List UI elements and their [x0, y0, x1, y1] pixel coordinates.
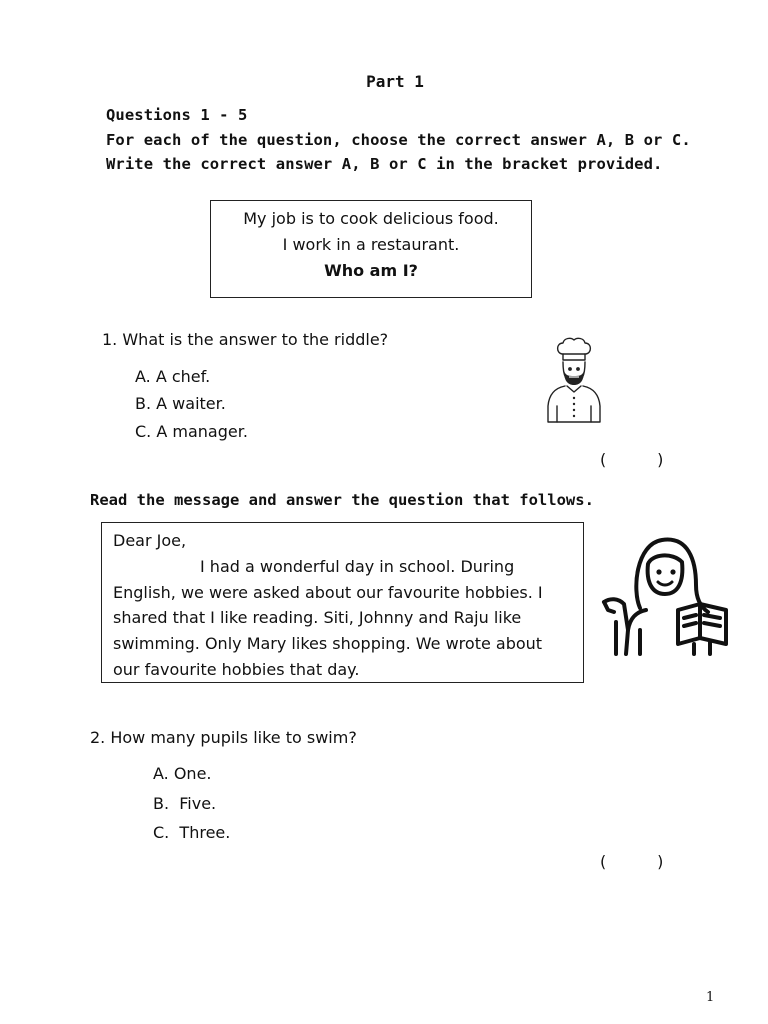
questions-range: Questions 1 - 5: [106, 106, 248, 124]
riddle-box: [210, 200, 532, 298]
message-body: I had a wonderful day in school. During English, we were asked about our favourite hobbies. I shared that I like reading. Siti, Johnny and Raju like swimming. Only Mary likes shopping. We wrote about our favourite hobbies that day.: [113, 556, 543, 679]
question-1-answer-bracket[interactable]: ( ): [600, 450, 664, 469]
section-2-heading: Read the message and answer the question that follows.: [90, 491, 594, 509]
question-1-prompt: 1. What is the answer to the riddle?: [102, 330, 389, 349]
question-2-option-a: A. One.: [153, 764, 212, 783]
message-greeting: Dear Joe,: [113, 531, 187, 550]
question-2-option-c: C. Three.: [153, 823, 231, 842]
instruction-line-2: Write the correct answer A, B or C in the bracket provided.: [106, 155, 663, 173]
question-2-option-b: B. Five.: [153, 794, 217, 813]
question-2-answer-bracket[interactable]: ( ): [600, 852, 664, 871]
chef-icon: [545, 336, 603, 426]
part-title: Part 1: [366, 72, 424, 91]
riddle-line-2: I work in a restaurant.: [282, 235, 460, 254]
girl-reading-icon: [600, 530, 732, 658]
message-box: [101, 522, 584, 683]
question-1-option-c: C. A manager.: [135, 422, 248, 441]
question-1-option-b: B. A waiter.: [135, 394, 226, 413]
question-1-option-a: A. A chef.: [135, 367, 211, 386]
page-number: 1: [706, 990, 715, 1005]
question-2-prompt: 2. How many pupils like to swim?: [90, 728, 357, 747]
riddle-line-1: My job is to cook delicious food.: [243, 209, 499, 228]
instruction-line-1: For each of the question, choose the correct answer A, B or C.: [106, 131, 691, 149]
riddle-question: Who am I?: [324, 261, 418, 280]
